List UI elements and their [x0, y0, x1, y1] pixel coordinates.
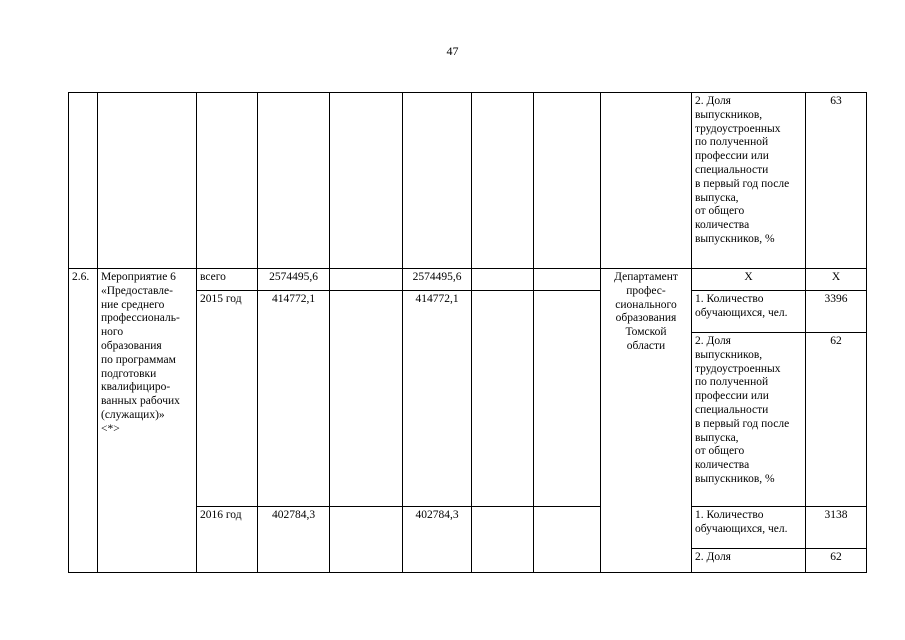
- empty-cell: [534, 93, 601, 269]
- program-table: [68, 92, 867, 573]
- executor-cell: Департамент профес- сионального образования Томской области: [601, 269, 692, 573]
- indicator-cell: Х: [692, 269, 806, 291]
- empty-cell: [472, 507, 534, 573]
- empty-cell: [403, 93, 472, 269]
- period-cell: 2016 год: [197, 507, 258, 573]
- indicator-value: 3138: [806, 507, 867, 549]
- amount-cell: 2574495,6: [403, 269, 472, 291]
- indicator-value: 63: [806, 93, 867, 269]
- empty-cell: [258, 93, 330, 269]
- empty-cell: [534, 291, 601, 507]
- empty-cell: [330, 269, 403, 291]
- empty-cell: [472, 93, 534, 269]
- table-row: [69, 93, 867, 269]
- indicator-value: 3396: [806, 291, 867, 333]
- indicator-value: 62: [806, 549, 867, 573]
- amount-cell: 414772,1: [258, 291, 330, 507]
- indicator-value: 62: [806, 333, 867, 507]
- empty-cell: [330, 507, 403, 573]
- indicator-cell: 1. Количество обучающихся, чел.: [692, 507, 806, 549]
- amount-cell: 414772,1: [403, 291, 472, 507]
- table-row: [69, 269, 867, 291]
- empty-cell: [197, 93, 258, 269]
- empty-cell: [601, 93, 692, 269]
- measure-name: Мероприятие 6 «Предоставле- ние среднего профессиональ- ного образования по программам подготовки квалифициро- ванных рабочих (служащих)» <*>: [98, 269, 197, 573]
- period-cell: 2015 год: [197, 291, 258, 507]
- empty-cell: [472, 269, 534, 291]
- row-number: 2.6.: [69, 269, 98, 573]
- amount-cell: 2574495,6: [258, 269, 330, 291]
- amount-cell: 402784,3: [403, 507, 472, 573]
- empty-cell: [98, 93, 197, 269]
- indicator-value: Х: [806, 269, 867, 291]
- page-number: 47: [446, 44, 459, 58]
- empty-cell: [534, 269, 601, 291]
- indicator-cell: 2. Доля выпускников, трудоустроенных по полученной профессии или специальности в первый год после выпуска, от общего количества выпускников, %: [692, 333, 806, 507]
- empty-cell: [472, 291, 534, 507]
- period-cell: всего: [197, 269, 258, 291]
- empty-cell: [69, 93, 98, 269]
- amount-cell: 402784,3: [258, 507, 330, 573]
- indicator-cell: 1. Количество обучающихся, чел.: [692, 291, 806, 333]
- empty-cell: [534, 507, 601, 573]
- indicator-cell: 2. Доля: [692, 549, 806, 573]
- indicator-cell: 2. Доля выпускников, трудоустроенных по полученной профессии или специальности в первый год после выпуска, от общего количества выпускников, %: [692, 93, 806, 269]
- empty-cell: [330, 291, 403, 507]
- empty-cell: [330, 93, 403, 269]
